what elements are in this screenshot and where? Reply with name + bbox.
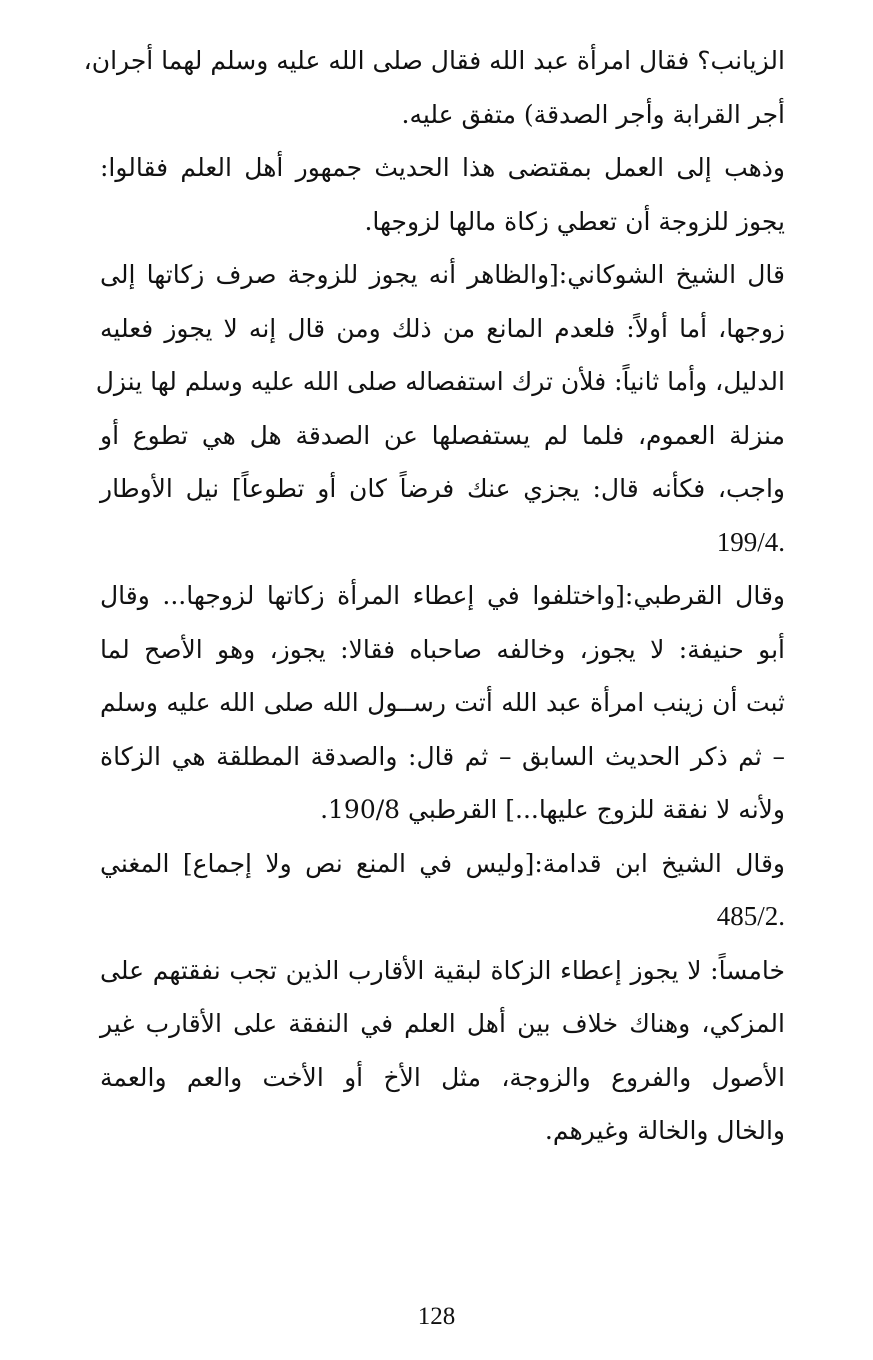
text-line: قال الشيخ الشوكاني:[والظاهر أنه يجوز للزوجة صرف زكاتها إلى xyxy=(100,260,785,289)
text-line: ثبت أن زينب امرأة عبد الله أتت رســول الله صلى الله عليه وسلم xyxy=(100,688,785,717)
page-number: 128 xyxy=(417,1303,456,1330)
text-line: الأصول والفروع والزوجة، مثل الأخ أو الأخت والعم والعمة xyxy=(100,1062,785,1092)
text-line: والخال والخالة وغيرهم. xyxy=(544,1116,785,1145)
text-line: المزكي، وهناك خلاف بين أهل العلم في النفقة على الأقارب غير xyxy=(100,1009,785,1038)
text-line: .485/2 xyxy=(716,901,785,931)
text-line: خامساً: لا يجوز إعطاء الزكاة لبقية الأقارب الذين تجب نفقتهم على xyxy=(100,955,785,985)
text-line: الدليل، وأما ثانياً: فلأن ترك استفصاله صلى الله عليه وسلم لها ينزل xyxy=(95,367,785,396)
text-line: – ثم ذكر الحديث السابق – ثم قال: والصدقة المطلقة هي الزكاة xyxy=(100,741,785,771)
text-line: أجر القرابة وأجر الصدقة) متفق عليه. xyxy=(401,99,785,129)
text-line: أبو حنيفة: لا يجوز، وخالفه صاحباه فقالا: يجوز، وهو الأصح لما xyxy=(100,634,785,664)
text-line: منزلة العموم، فلما لم يستفصلها عن الصدقة هل هي تطوع أو xyxy=(100,420,785,450)
text-line: يجوز للزوجة أن تعطي زكاة مالها لزوجها. xyxy=(364,206,785,236)
text-line: الزيانب؟ فقال امرأة عبد الله فقال صلى الله عليه وسلم لهما أجران، xyxy=(83,46,785,75)
text-line: زوجها، أما أولاً: فلعدم المانع من ذلك ومن قال إنه لا يجوز فعليه xyxy=(100,313,785,343)
text-line: وقال القرطبي:[واختلفوا في إعطاء المرأة زكاتها لزوجها... وقال xyxy=(100,581,785,610)
text-line: وقال الشيخ ابن قدامة:[وليس في المنع نص ولا إجماع] المغني xyxy=(100,848,785,878)
page-body xyxy=(83,34,786,1158)
text-line: وذهب إلى العمل بمقتضى هذا الحديث جمهور أهل العلم فقالوا: xyxy=(100,153,786,182)
text-line: ولأنه لا نفقة للزوج عليها...] القرطبي 190/8. xyxy=(320,795,785,824)
text-line: واجب، فكأنه قال: يجزي عنك فرضاً كان أو تطوعاً] نيل الأوطار xyxy=(100,474,785,503)
text-line: .199/4 xyxy=(716,526,785,557)
